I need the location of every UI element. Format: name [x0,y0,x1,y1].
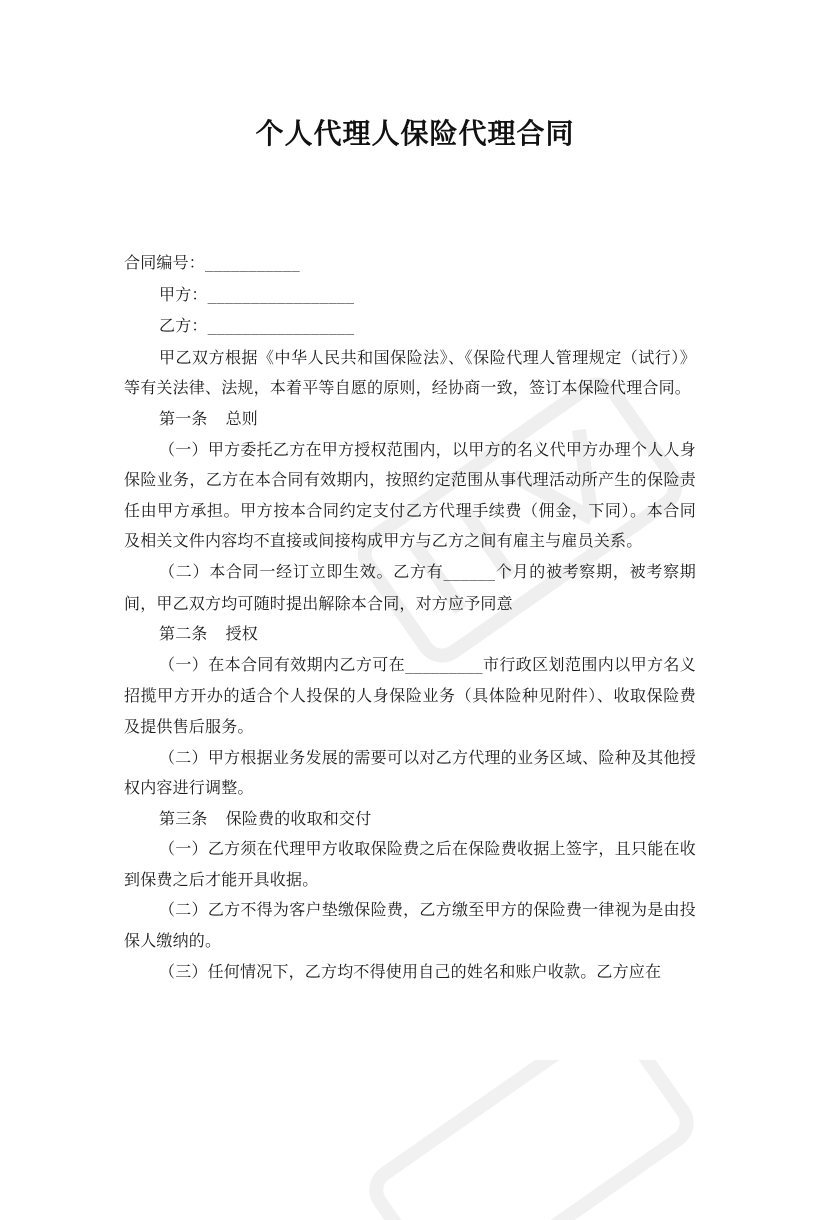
article-2-heading [124,619,696,650]
document-title: 个人代理人保险代理合同 [255,117,575,150]
article-2-clause-1-part-a: （一）在本合同有效期内乙方可在 [159,654,406,674]
article-3-name: 保险费的收取和交付 [225,808,372,828]
document-body [124,248,696,987]
article-1-clause-2-part-b: 个月的被考察期，被考察期间，甲乙双方均可随时提出解除本合同，对方应予同意 [124,561,696,613]
contract-number-line [124,248,696,280]
article-3-clause-2: （二）乙方不得为客户垫缴保险费，乙方缴至甲方的保险费一律视为是由投保人缴纳的。 [124,900,696,951]
contract-number-label: 合同编号： [124,253,206,272]
article-1-number: 第一条 [159,408,208,428]
contract-number-blank: ___________ [205,256,300,272]
party-b-line [124,311,696,343]
party-b-label: 乙方： [159,316,208,336]
article-1-clause-2-part-a: （二）本合同一经订立即生效。乙方有 [159,561,444,581]
article-2-clause-1-part-b: 市行政区划范围内以甲方名义招揽甲方开办的适合个人投保的人身保险业务（具体险种见附件）、收取保险费及提供售后服务。 [124,654,696,736]
article-1-name: 总则 [225,408,259,428]
article-3-number: 第三条 [159,808,208,828]
article-1-clause-2 [124,557,696,619]
article-1-clause-1: （一）甲方委托乙方在甲方授权范围内，以甲方的名义代甲方办理个人人身保险业务，乙方在本合同有效期内，按照约定范围从事代理活动所产生的保险责任由甲方承担。甲方按本合同约定支付乙方代理手续费（佣金，下同）。本合同及相关文件内容均不直接或间接构成甲方与乙方之间有雇主与雇员关系。 [124,439,696,551]
article-2-name: 授权 [225,624,259,644]
party-a-label: 甲方： [159,284,208,304]
party-a-line [124,280,696,312]
article-3-clause-1: （一）乙方须在代理甲方收取保险费之后在保险费收据上签字，且只能在收到保费之后才能开具收据。 [124,839,696,889]
party-b-blank: _________________ [207,319,355,336]
article-2-clause-2: （二）甲方根据业务发展的需要可以对乙方代理的业务区域、险种及其他授权内容进行调整。 [124,747,696,798]
article-3-clause-3: （三）任何情况下，乙方均不得使用自己的姓名和账户收款。乙方应在 [159,961,662,981]
party-a-blank: _________________ [207,287,355,304]
article-1-heading [124,404,696,435]
preamble-paragraph: 甲乙双方根据《中华人民共和国保险法》、《保险代理人管理规定（试行）》等有关法律、法规，本着平等自愿的原则，经协商一致，签订本保险代理合同。 [124,347,696,398]
article-2-clause-1 [124,650,696,743]
city-region-blank: _________ [405,657,483,674]
watermark-logo-bottom [330,1060,710,1220]
article-3-heading [124,804,696,835]
article-2-number: 第二条 [159,624,208,644]
probation-months-blank: ______ [443,564,496,581]
